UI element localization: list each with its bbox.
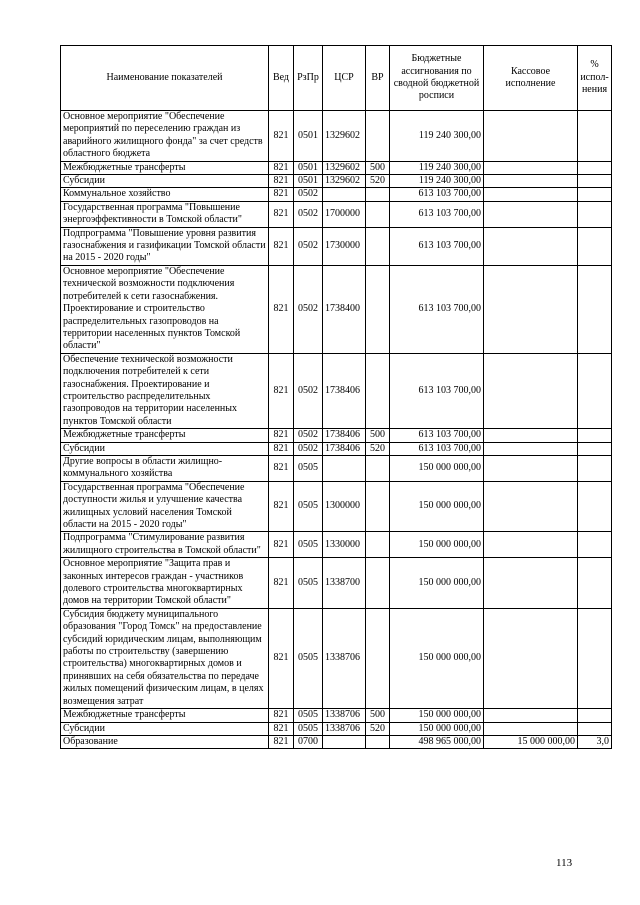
cell-name: Подпрограмма "Стимулирование развития жилищного строительства в Томской области" [61,532,269,558]
cell-ved: 821 [269,442,294,455]
cell-cash [484,442,578,455]
cell-percent [578,161,612,174]
cell-assigned: 119 240 300,00 [390,161,484,174]
cell-rzpr: 0502 [294,265,323,353]
cell-csr: 1338706 [323,722,366,735]
cell-csr: 1700000 [323,201,366,227]
table-row [61,532,612,558]
table-row [61,265,612,353]
cell-percent [578,709,612,722]
cell-name: Субсидии [61,722,269,735]
cell-name: Государственная программа "Повышение энергоэффективности в Томской области" [61,201,269,227]
cell-vr [366,735,390,748]
cell-name: Межбюджетные трансферты [61,429,269,442]
cell-rzpr: 0502 [294,353,323,428]
table-row [61,442,612,455]
cell-vr [366,188,390,201]
cell-csr: 1738406 [323,429,366,442]
cell-vr [366,481,390,532]
page-number: 113 [556,857,573,869]
cell-cash [484,188,578,201]
cell-rzpr: 0505 [294,709,323,722]
cell-csr: 1738406 [323,442,366,455]
cell-csr: 1338706 [323,608,366,708]
cell-assigned: 613 103 700,00 [390,188,484,201]
cell-assigned: 150 000 000,00 [390,558,484,609]
cell-cash [484,558,578,609]
cell-name: Основное мероприятие "Обеспечение технической возможности подключения потребителей к сети газоснабжения. Проектирование и строительство распределительных газопроводов на территории населенных пунктов Томской области" [61,265,269,353]
cell-percent [578,111,612,162]
cell-cash [484,532,578,558]
cell-vr [366,532,390,558]
cell-ved: 821 [269,161,294,174]
header-vr: ВР [366,46,390,111]
cell-cash [484,111,578,162]
cell-rzpr: 0505 [294,722,323,735]
cell-percent [578,442,612,455]
cell-cash [484,481,578,532]
cell-cash [484,429,578,442]
cell-ved: 821 [269,558,294,609]
table-row [61,429,612,442]
cell-vr [366,353,390,428]
header-name: Наименование показателей [61,46,269,111]
cell-name: Субсидии [61,175,269,188]
header-rzpr: РзПр [294,46,323,111]
cell-ved: 821 [269,429,294,442]
cell-percent [578,558,612,609]
table-header-row [61,46,612,111]
cell-assigned: 613 103 700,00 [390,201,484,227]
cell-assigned: 150 000 000,00 [390,722,484,735]
cell-rzpr: 0505 [294,481,323,532]
cell-percent [578,532,612,558]
cell-vr [366,455,390,481]
cell-vr: 500 [366,429,390,442]
cell-assigned: 613 103 700,00 [390,265,484,353]
cell-name: Подпрограмма "Повышение уровня развития газоснабжения и газификации Томской области на 2015 - 2020 годы" [61,227,269,265]
cell-name: Межбюджетные трансферты [61,161,269,174]
cell-assigned: 150 000 000,00 [390,709,484,722]
cell-name: Обеспечение технической возможности подключения потребителей к сети газоснабжения. Проектирование и строительство распределительных газопроводов на территории населенных пунктов Томской области [61,353,269,428]
cell-csr [323,188,366,201]
cell-name: Другие вопросы в области жилищно-коммунального хозяйства [61,455,269,481]
cell-cash [484,455,578,481]
table-row [61,111,612,162]
table-row [61,227,612,265]
cell-vr [366,201,390,227]
cell-csr: 1329602 [323,111,366,162]
cell-rzpr: 0502 [294,429,323,442]
cell-name: Образование [61,735,269,748]
cell-assigned: 150 000 000,00 [390,455,484,481]
cell-ved: 821 [269,353,294,428]
header-cash: Кассовое исполнение [484,46,578,111]
cell-vr: 500 [366,161,390,174]
table-row [61,455,612,481]
cell-assigned: 613 103 700,00 [390,429,484,442]
table-row [61,558,612,609]
cell-assigned: 150 000 000,00 [390,532,484,558]
cell-percent [578,722,612,735]
cell-cash [484,709,578,722]
cell-csr: 1338706 [323,709,366,722]
cell-vr [366,608,390,708]
cell-ved: 821 [269,455,294,481]
cell-ved: 821 [269,265,294,353]
cell-assigned: 613 103 700,00 [390,442,484,455]
cell-assigned: 613 103 700,00 [390,227,484,265]
table-body [61,111,612,749]
cell-vr [366,558,390,609]
cell-name: Основное мероприятие "Обеспечение мероприятий по переселению граждан из аварийного жилищного фонда" за счет средств областного бюджета [61,111,269,162]
cell-ved: 821 [269,188,294,201]
cell-cash [484,265,578,353]
cell-csr: 1300000 [323,481,366,532]
cell-vr: 500 [366,709,390,722]
cell-rzpr: 0502 [294,201,323,227]
cell-csr: 1329602 [323,161,366,174]
cell-assigned: 613 103 700,00 [390,353,484,428]
table-row [61,201,612,227]
cell-ved: 821 [269,111,294,162]
cell-assigned: 150 000 000,00 [390,481,484,532]
cell-ved: 821 [269,227,294,265]
budget-table [60,45,612,749]
cell-cash [484,608,578,708]
cell-name: Субсидии [61,442,269,455]
cell-vr [366,265,390,353]
cell-rzpr: 0501 [294,175,323,188]
cell-vr: 520 [366,175,390,188]
header-ved: Вед [269,46,294,111]
cell-rzpr: 0502 [294,188,323,201]
cell-cash [484,227,578,265]
cell-vr: 520 [366,722,390,735]
cell-rzpr: 0501 [294,161,323,174]
cell-percent [578,188,612,201]
cell-ved: 821 [269,532,294,558]
cell-rzpr: 0505 [294,558,323,609]
table-row [61,353,612,428]
cell-csr: 1329602 [323,175,366,188]
cell-percent [578,227,612,265]
cell-percent [578,201,612,227]
cell-ved: 821 [269,735,294,748]
cell-assigned: 498 965 000,00 [390,735,484,748]
cell-ved: 821 [269,608,294,708]
cell-percent [578,429,612,442]
cell-cash [484,161,578,174]
cell-vr: 520 [366,442,390,455]
cell-name: Субсидия бюджету муниципального образования "Город Томск" на предоставление субсидий юридическим лицам, выполняющим работы по строительству (завершению строительства) многоквартирных домов и принявших на себя обязательства по передаче жилых помещений физическим лицам, в целях возмещения затрат [61,608,269,708]
cell-rzpr: 0502 [294,227,323,265]
cell-ved: 821 [269,481,294,532]
cell-rzpr: 0502 [294,442,323,455]
table-row [61,175,612,188]
cell-cash [484,175,578,188]
cell-cash [484,353,578,428]
cell-csr: 1338700 [323,558,366,609]
table-row [61,608,612,708]
cell-ved: 821 [269,709,294,722]
cell-percent: 3,0 [578,735,612,748]
cell-csr: 1330000 [323,532,366,558]
cell-rzpr: 0505 [294,608,323,708]
cell-assigned: 150 000 000,00 [390,608,484,708]
cell-cash [484,201,578,227]
table-row [61,722,612,735]
header-csr: ЦСР [323,46,366,111]
header-assigned: Бюджетные ассигнования по сводной бюджетной росписи [390,46,484,111]
cell-rzpr: 0505 [294,455,323,481]
table-row [61,709,612,722]
cell-vr [366,111,390,162]
cell-percent [578,481,612,532]
cell-ved: 821 [269,175,294,188]
cell-percent [578,353,612,428]
cell-percent [578,175,612,188]
cell-name: Государственная программа "Обеспечение доступности жилья и улучшение качества жилищных условий населения Томской области на 2015 - 2020 годы" [61,481,269,532]
cell-ved: 821 [269,201,294,227]
table-row [61,481,612,532]
cell-percent [578,455,612,481]
table-row [61,161,612,174]
cell-rzpr: 0505 [294,532,323,558]
cell-cash: 15 000 000,00 [484,735,578,748]
cell-rzpr: 0501 [294,111,323,162]
cell-cash [484,722,578,735]
cell-ved: 821 [269,722,294,735]
cell-name: Коммунальное хозяйство [61,188,269,201]
cell-csr: 1738406 [323,353,366,428]
cell-csr [323,455,366,481]
cell-csr: 1738400 [323,265,366,353]
header-percent: % испол-нения [578,46,612,111]
cell-assigned: 119 240 300,00 [390,175,484,188]
cell-csr: 1730000 [323,227,366,265]
cell-name: Основное мероприятие "Защита прав и законных интересов граждан - участников долевого строительства многоквартирных домов на территории Томской области" [61,558,269,609]
table-row [61,735,612,748]
cell-percent [578,265,612,353]
cell-rzpr: 0700 [294,735,323,748]
cell-vr [366,227,390,265]
cell-csr [323,735,366,748]
cell-percent [578,608,612,708]
table-row [61,188,612,201]
cell-name: Межбюджетные трансферты [61,709,269,722]
cell-assigned: 119 240 300,00 [390,111,484,162]
